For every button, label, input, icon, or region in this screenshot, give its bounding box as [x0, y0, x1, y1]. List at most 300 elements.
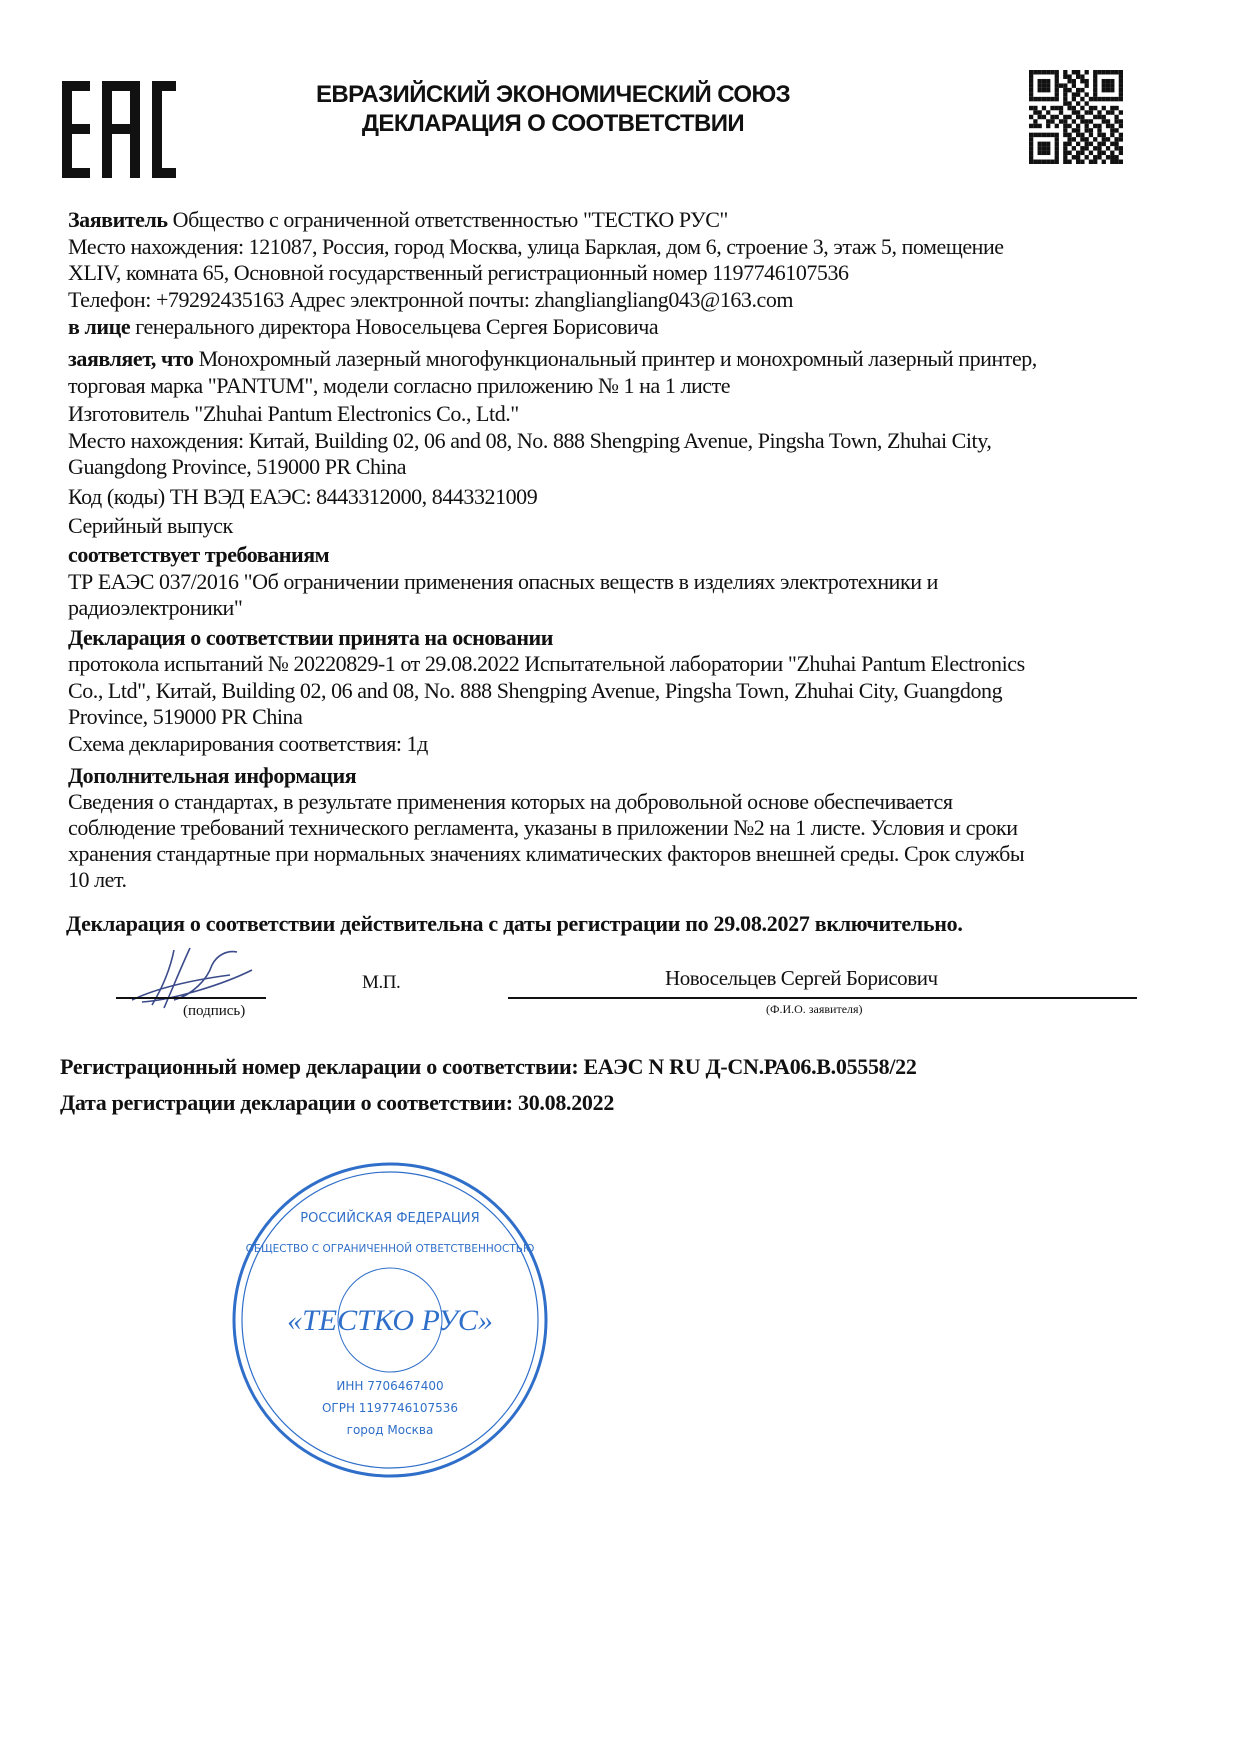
qr-module	[1102, 70, 1106, 74]
qr-module	[1085, 70, 1089, 74]
qr-module	[1059, 83, 1063, 87]
qr-module	[1046, 79, 1050, 83]
qr-module	[1067, 160, 1071, 164]
qr-module	[1029, 92, 1033, 96]
qr-module	[1067, 74, 1071, 78]
qr-module	[1089, 128, 1093, 132]
qr-module	[1085, 137, 1089, 141]
qr-module	[1106, 70, 1110, 74]
qr-module	[1072, 110, 1076, 114]
line-text: Серийный выпуск	[68, 513, 233, 538]
qr-module	[1063, 88, 1067, 92]
stamp-ogrn: ОГРН 1197746107536	[321, 1401, 459, 1415]
qr-module	[1110, 70, 1114, 74]
body-line	[68, 868, 127, 892]
qr-module	[1093, 83, 1097, 87]
qr-module	[1102, 83, 1106, 87]
qr-module	[1093, 146, 1097, 150]
qr-module	[1072, 119, 1076, 123]
document-title: ДЕКЛАРАЦИЯ О СООТВЕТСТВИИ	[361, 110, 745, 137]
qr-module	[1063, 119, 1067, 123]
qr-module	[1063, 70, 1067, 74]
stamp-outer-text: РОССИЙСКАЯ ФЕДЕРАЦИЯ	[300, 1211, 480, 1226]
line-text: Место нахождения: 121087, Россия, город Москва, улица Барклая, дом 6, строение 3, этаж 5, помещение	[68, 234, 1004, 259]
validity-statement: Декларация о соответствии действительна с даты регистрации по 29.08.2027 включительно.	[66, 911, 963, 936]
qr-module	[1063, 115, 1067, 119]
qr-module	[1038, 97, 1042, 101]
qr-module	[1033, 97, 1037, 101]
qr-module	[1085, 101, 1089, 105]
line-label: соответствует требованиям	[68, 542, 330, 567]
qr-module	[1097, 97, 1101, 101]
body-line	[68, 626, 553, 650]
qr-module	[1029, 70, 1033, 74]
qr-module	[1029, 137, 1033, 141]
qr-module	[1046, 133, 1050, 137]
qr-module	[1050, 97, 1054, 101]
qr-module	[1093, 88, 1097, 92]
qr-module	[1097, 128, 1101, 132]
qr-module	[1114, 119, 1118, 123]
qr-module	[1080, 79, 1084, 83]
qr-module	[1093, 160, 1097, 164]
qr-module	[1046, 160, 1050, 164]
stamp-center-text: «ТЕСТКО РУС»	[287, 1304, 493, 1337]
qr-module	[1080, 88, 1084, 92]
qr-module	[1072, 137, 1076, 141]
qr-module	[1029, 79, 1033, 83]
body-line	[68, 402, 519, 426]
qr-module	[1119, 92, 1123, 96]
qr-module	[1038, 133, 1042, 137]
line-text: радиоэлектроники"	[68, 595, 243, 620]
qr-module	[1080, 137, 1084, 141]
qr-module	[1067, 88, 1071, 92]
qr-module	[1102, 133, 1106, 137]
qr-module	[1055, 74, 1059, 78]
qr-module	[1059, 110, 1063, 114]
qr-module	[1110, 83, 1114, 87]
qr-module	[1055, 106, 1059, 110]
qr-module	[1097, 124, 1101, 128]
qr-module	[1029, 160, 1033, 164]
qr-module	[1055, 97, 1059, 101]
body-line	[68, 429, 991, 453]
qr-module	[1080, 151, 1084, 155]
line-text: Изготовитель "Zhuhai Pantum Electronics Co., Ltd."	[68, 401, 519, 426]
body-line	[68, 455, 406, 479]
qr-module	[1055, 146, 1059, 150]
qr-module	[1102, 160, 1106, 164]
qr-module	[1097, 115, 1101, 119]
qr-module	[1042, 151, 1046, 155]
qr-module	[1046, 142, 1050, 146]
qr-module	[1042, 79, 1046, 83]
qr-module	[1080, 74, 1084, 78]
qr-module	[1055, 79, 1059, 83]
qr-module	[1080, 106, 1084, 110]
qr-module	[1072, 92, 1076, 96]
qr-module	[1106, 119, 1110, 123]
qr-module	[1080, 160, 1084, 164]
qr-module	[1106, 155, 1110, 159]
qr-module	[1072, 97, 1076, 101]
qr-module	[1055, 124, 1059, 128]
qr-module	[1102, 79, 1106, 83]
qr-module	[1038, 88, 1042, 92]
qr-module	[1089, 133, 1093, 137]
signature-caption: (подпись)	[183, 1003, 246, 1019]
qr-module	[1097, 110, 1101, 114]
qr-module	[1029, 106, 1033, 110]
qr-module	[1119, 146, 1123, 150]
qr-module	[1119, 160, 1123, 164]
qr-module	[1119, 74, 1123, 78]
body-line	[68, 288, 793, 312]
qr-module	[1029, 88, 1033, 92]
qr-module	[1114, 97, 1118, 101]
qr-module	[1067, 151, 1071, 155]
qr-module	[1085, 92, 1089, 96]
qr-module	[1110, 88, 1114, 92]
qr-module	[1046, 110, 1050, 114]
qr-module	[1114, 70, 1118, 74]
qr-module	[1085, 146, 1089, 150]
stamp-inn: ИНН 7706467400	[336, 1379, 444, 1393]
body-line	[68, 485, 537, 509]
qr-module	[1093, 106, 1097, 110]
qr-module	[1029, 133, 1033, 137]
qr-module	[1067, 101, 1071, 105]
qr-module	[1029, 83, 1033, 87]
qr-module	[1085, 142, 1089, 146]
line-text: Province, 519000 PR China	[68, 704, 303, 729]
qr-module	[1093, 155, 1097, 159]
body-line	[68, 570, 938, 594]
name-caption: (Ф.И.О. заявителя)	[766, 1002, 863, 1016]
qr-module	[1114, 115, 1118, 119]
qr-module	[1106, 97, 1110, 101]
qr-module	[1093, 124, 1097, 128]
line-text: Телефон: +79292435163 Адрес электронной почты: zhangliangliang043@163.com	[68, 287, 794, 312]
union-title: ЕВРАЗИЙСКИЙ ЭКОНОМИЧЕСКИЙ СОЮЗ	[315, 81, 791, 108]
qr-module	[1063, 74, 1067, 78]
name-line	[508, 997, 1137, 999]
qr-module	[1046, 151, 1050, 155]
qr-module	[1119, 124, 1123, 128]
qr-module	[1067, 142, 1071, 146]
line-text: Код (коды) ТН ВЭД ЕАЭС: 8443312000, 8443321009	[68, 484, 538, 509]
qr-module	[1110, 97, 1114, 101]
qr-module	[1093, 79, 1097, 83]
qr-module	[1085, 155, 1089, 159]
qr-module	[1106, 110, 1110, 114]
body-line	[68, 596, 242, 620]
line-text: хранения стандартные при нормальных значениях климатических факторов внешней среды. Срок службы	[68, 841, 1025, 866]
body-line	[68, 764, 356, 788]
qr-module	[1072, 155, 1076, 159]
qr-module	[1114, 146, 1118, 150]
stamp-inner-text: ОБЩЕСТВО С ОГРАНИЧЕННОЙ ОТВЕТСТВЕННОСТЬЮ	[245, 1243, 535, 1255]
qr-module	[1067, 137, 1071, 141]
qr-module	[1029, 124, 1033, 128]
qr-module	[1072, 70, 1076, 74]
qr-module	[1038, 142, 1042, 146]
qr-module	[1059, 119, 1063, 123]
line-text: Guangdong Province, 519000 PR China	[68, 454, 407, 479]
qr-module	[1076, 74, 1080, 78]
qr-module	[1063, 124, 1067, 128]
qr-module	[1063, 133, 1067, 137]
qr-module	[1110, 133, 1114, 137]
qr-module	[1102, 137, 1106, 141]
body-line	[68, 261, 849, 285]
qr-module	[1055, 151, 1059, 155]
qr-module	[1067, 133, 1071, 137]
qr-module	[1093, 70, 1097, 74]
line-text: Схема декларирования соответствия: 1д	[68, 731, 428, 756]
qr-module	[1055, 70, 1059, 74]
qr-module	[1102, 97, 1106, 101]
qr-module	[1046, 97, 1050, 101]
qr-module	[1055, 137, 1059, 141]
qr-module	[1063, 146, 1067, 150]
line-text: Общество с ограниченной ответственностью "ТЕСТКО РУС"	[167, 207, 728, 232]
qr-module	[1042, 146, 1046, 150]
body-line	[68, 816, 1018, 840]
qr-module	[1072, 79, 1076, 83]
qr-module	[1042, 160, 1046, 164]
line-label: в лице	[68, 314, 131, 339]
qr-module	[1106, 79, 1110, 83]
qr-module	[1110, 151, 1114, 155]
qr-module	[1102, 119, 1106, 123]
qr-module	[1063, 160, 1067, 164]
qr-module	[1038, 110, 1042, 114]
body-line	[68, 235, 1004, 259]
qr-module	[1076, 92, 1080, 96]
qr-module	[1072, 128, 1076, 132]
qr-module	[1097, 70, 1101, 74]
qr-module	[1072, 106, 1076, 110]
body-line	[68, 315, 658, 339]
qr-module	[1093, 97, 1097, 101]
qr-module	[1038, 124, 1042, 128]
qr-module	[1110, 106, 1114, 110]
registration-date: Дата регистрации декларации о соответствии: 30.08.2022	[60, 1090, 615, 1115]
body-line	[68, 679, 1002, 703]
qr-module	[1076, 133, 1080, 137]
qr-module	[1110, 155, 1114, 159]
qr-module	[1063, 83, 1067, 87]
qr-module	[1055, 160, 1059, 164]
qr-module	[1114, 137, 1118, 141]
qr-module	[1055, 133, 1059, 137]
qr-module	[1076, 115, 1080, 119]
qr-module	[1042, 115, 1046, 119]
qr-module	[1114, 128, 1118, 132]
body-line	[68, 732, 428, 756]
qr-module	[1089, 110, 1093, 114]
qr-module	[1076, 151, 1080, 155]
qr-module	[1038, 79, 1042, 83]
qr-module	[1089, 142, 1093, 146]
qr-module	[1033, 70, 1037, 74]
qr-module	[1119, 137, 1123, 141]
qr-module	[1046, 83, 1050, 87]
qr-module	[1067, 124, 1071, 128]
qr-module	[1042, 106, 1046, 110]
qr-module	[1038, 70, 1042, 74]
qr-code-icon[interactable]	[1029, 70, 1123, 164]
qr-module	[1080, 97, 1084, 101]
qr-module	[1114, 142, 1118, 146]
qr-module	[1029, 97, 1033, 101]
qr-module	[1063, 142, 1067, 146]
qr-module	[1042, 97, 1046, 101]
qr-module	[1029, 115, 1033, 119]
qr-module	[1076, 70, 1080, 74]
qr-module	[1063, 155, 1067, 159]
qr-module	[1119, 110, 1123, 114]
qr-module	[1106, 124, 1110, 128]
seal-caption: М.П.	[362, 972, 401, 993]
qr-module	[1102, 115, 1106, 119]
qr-module	[1080, 115, 1084, 119]
qr-module	[1033, 133, 1037, 137]
qr-module	[1042, 133, 1046, 137]
line-text: протокола испытаний № 20220829-1 от 29.08.2022 Испытательной лаборатории "Zhuhai Pantum Electronics	[68, 651, 1025, 676]
qr-module	[1038, 115, 1042, 119]
qr-module	[1119, 83, 1123, 87]
qr-module	[1076, 142, 1080, 146]
qr-module	[1089, 160, 1093, 164]
qr-module	[1110, 128, 1114, 132]
qr-module	[1033, 110, 1037, 114]
qr-module	[1110, 142, 1114, 146]
qr-module	[1038, 83, 1042, 87]
body-line	[68, 514, 233, 538]
qr-module	[1055, 142, 1059, 146]
body-line	[68, 705, 302, 729]
qr-module	[1076, 124, 1080, 128]
qr-module	[1106, 146, 1110, 150]
qr-module	[1119, 119, 1123, 123]
qr-module	[1050, 106, 1054, 110]
body-line	[68, 543, 329, 567]
qr-module	[1063, 97, 1067, 101]
qr-module	[1119, 88, 1123, 92]
qr-module	[1097, 155, 1101, 159]
qr-module	[1076, 88, 1080, 92]
qr-module	[1038, 146, 1042, 150]
qr-module	[1089, 106, 1093, 110]
qr-module	[1110, 160, 1114, 164]
qr-module	[1063, 101, 1067, 105]
qr-module	[1072, 83, 1076, 87]
qr-module	[1119, 133, 1123, 137]
qr-module	[1046, 70, 1050, 74]
qr-module	[1046, 124, 1050, 128]
qr-module	[1050, 115, 1054, 119]
qr-module	[1119, 97, 1123, 101]
line-text: Место нахождения: Китай, Building 02, 06 and 08, No. 888 Shengping Avenue, Pingsha Town, Zhuhai City,	[68, 428, 992, 453]
stamp-city: город Москва	[346, 1423, 434, 1437]
qr-module	[1042, 88, 1046, 92]
line-label: Декларация о соответствии принята на основании	[68, 625, 553, 650]
qr-module	[1033, 160, 1037, 164]
line-text: Co., Ltd", Китай, Building 02, 06 and 08, No. 888 Shengping Avenue, Pingsha Town, Zhuhai City, Guangdong	[68, 678, 1003, 703]
qr-module	[1076, 101, 1080, 105]
qr-module	[1055, 92, 1059, 96]
qr-module	[1063, 128, 1067, 132]
applicant-name: Новосельцев Сергей Борисович	[665, 966, 938, 990]
qr-module	[1029, 74, 1033, 78]
qr-module	[1114, 160, 1118, 164]
line-text: генерального директора Новосельцева Сергея Борисовича	[130, 314, 659, 339]
registration-number: Регистрационный номер декларации о соответствии: ЕАЭС N RU Д-CN.РА06.В.05558/22	[60, 1054, 917, 1079]
qr-module	[1102, 106, 1106, 110]
qr-module	[1055, 155, 1059, 159]
qr-module	[1110, 124, 1114, 128]
qr-module	[1093, 115, 1097, 119]
qr-module	[1046, 88, 1050, 92]
qr-module	[1055, 88, 1059, 92]
qr-module	[1110, 110, 1114, 114]
line-text: ТР ЕАЭС 037/2016 "Об ограничении применения опасных веществ в изделиях электротехники и	[68, 569, 938, 594]
line-text: соблюдение требований технического регламента, указаны в приложении №2 на 1 листе. Условия и сроки	[68, 815, 1018, 840]
qr-module	[1076, 128, 1080, 132]
line-text: Монохромный лазерный многофункциональный принтер и монохромный лазерный принтер,	[193, 346, 1037, 371]
qr-module	[1029, 151, 1033, 155]
line-label: Заявитель	[68, 207, 168, 232]
qr-module	[1046, 119, 1050, 123]
qr-module	[1029, 155, 1033, 159]
qr-module	[1067, 79, 1071, 83]
qr-module	[1067, 106, 1071, 110]
qr-module	[1029, 142, 1033, 146]
qr-module	[1085, 124, 1089, 128]
body-line	[68, 652, 1025, 676]
qr-module	[1114, 155, 1118, 159]
qr-module	[1110, 79, 1114, 83]
qr-module	[1102, 142, 1106, 146]
qr-module	[1085, 79, 1089, 83]
signature-line	[116, 997, 266, 999]
qr-module	[1093, 137, 1097, 141]
qr-module	[1042, 70, 1046, 74]
qr-module	[1076, 160, 1080, 164]
qr-module	[1055, 83, 1059, 87]
qr-module	[1119, 70, 1123, 74]
qr-module	[1085, 83, 1089, 87]
qr-module	[1080, 133, 1084, 137]
qr-module	[1055, 115, 1059, 119]
qr-module	[1102, 88, 1106, 92]
qr-module	[1085, 110, 1089, 114]
body-line	[68, 790, 953, 814]
qr-module	[1106, 83, 1110, 87]
qr-module	[1076, 155, 1080, 159]
qr-module	[1119, 151, 1123, 155]
qr-module	[1076, 110, 1080, 114]
qr-module	[1038, 151, 1042, 155]
qr-module	[1089, 151, 1093, 155]
qr-module	[1097, 151, 1101, 155]
qr-module	[1106, 88, 1110, 92]
qr-module	[1046, 146, 1050, 150]
qr-module	[1033, 106, 1037, 110]
